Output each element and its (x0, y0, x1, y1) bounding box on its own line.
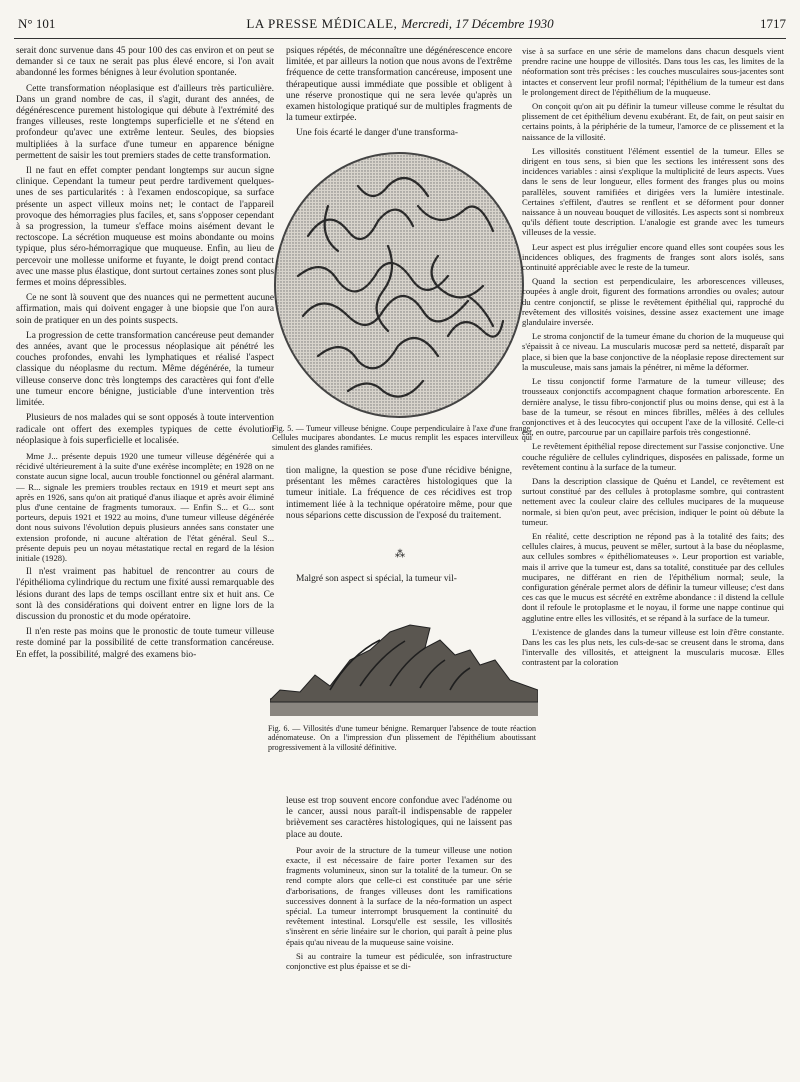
paragraph: psiques répétés, de méconnaître une dégénérescence encore limitée, et par ailleurs la notion que nous avons de l'extrême fréquence de cette transformation cancéreuse, imposent une thérapeutique aussi immédiate que possible et obligent à une réserve pronostique qui ne sera levée qu'après un examen histologique pratiqué sur de multiples fragments de la tumeur extirpée. (286, 46, 512, 124)
issue-number: N° 101 (18, 16, 56, 31)
page-header (14, 12, 786, 39)
paragraph: Ce ne sont là souvent que des nuances qui ne permettent aucune affirmation, mais qui doivent engager à une biopsie que l'on aura soin de pratiquer en un des points suspects. (16, 293, 274, 326)
section-break-asterism: ⁂ (395, 549, 405, 560)
issue-date: Mercredi, 17 Décembre 1930 (401, 16, 554, 31)
paragraph: Si au contraire la tumeur est pédiculée, son infrastructure conjonctive est plus épaisse et se di- (286, 950, 512, 972)
paragraph: Quand la section est perpendiculaire, les arborescences villeuses, coupées à angle droit, figurent des formations arrondies ou ovales; autour du centre conjonctif, se plisse le revêtement épithélial qui, rapproché du revêtement des villosités voisines, dessine assez exactement une image glandulaire inversée. (522, 276, 784, 328)
paragraph: Une fois écarté le danger d'une transforma- (296, 128, 459, 139)
paragraph: Il ne faut en effet compter pendant longtemps sur aucun signe clinique. Cependant la tumeur peut perdre tardivement quelques-unes de ses particularités : à l'examen endoscopique, sa surface présente un aspect villeux moins net; le contact de l'appareil provoque des hémorragies plus faciles, et, sans s'opposer cependant à sa progression, la tumeur s'efface moins aisément devant le rectoscope. La sécrétion muqueuse est moins abondante ou moins typique, plus séro-hémorragique que muqueuse. Enfin, au lieu de percevoir une mollesse uniforme et fuyante, le doigt prend contact avec une masse plus élastique, dont surtout certaines zones sont plus fermes et moins dépressibles. (16, 166, 274, 289)
paragraph: Il n'en reste pas moins que le pronostic de toute tumeur villeuse reste dominé par la possibilité de cette transformation cancéreuse. En effet, la possibilité, malgré des examens bio- (16, 627, 274, 660)
paragraph: Les villosités constituent l'élément essentiel de la tumeur. Elles se dirigent en tous sens, si bien que les sections les intéressent sons des incidences variables : ainsi s'explique la multiplicité de leurs aspects. Vues dans le sens de leur longueur, elles forment des franges plus ou moins parallèles, souvent ramifiées et dirigées vers la lumière intestinale. Certaines s'effilent, d'autres se renflent et se déforment pour donner naissance à un nouveau bouquet de villosités. Les aspects sont si nombreux qu'ils défient toute description. L'analogie est grande avec les tumeurs villeuses de la vessie. (522, 145, 784, 238)
paragraph: On conçoit qu'on ait pu définir la tumeur villeuse comme le résultat du plissement de cet épithélium devenu exubérant. Et, de fait, on peut saisir en certains points, à la périphérie de la tumeur, l'amorce de ce plissement et la naissance de la villosité. (522, 101, 784, 142)
paragraph: serait donc survenue dans 45 pour 100 des cas environ et on peut se demander si ce taux ne serait pas plus élevé encore, si l'on avait abandonné les formes bénignes à leur évolution spontanée. (16, 46, 274, 79)
paragraph: La progression de cette transformation cancéreuse peut demander des années, avant que le processus néoplasique ait pénétré les couches profondes, envahi les lymphatiques et réalisé l'aspect classique du néoplasme du rectum. Même dégénérée, la tumeur villeuse conserve donc très longtemps des caractères qui font d'elle une tumeur encore bénigne, justiciable d'une intervention très limitée. (16, 330, 274, 409)
case-reports-paragraph: Mme J... présente depuis 1920 une tumeur villeuse dégénérée qui a récidivé ultérieurement à la suite d'une exérèse incomplète; en 1928 on ne constate aucun signe local, aucun trouble fonctionnel ou général alarmant. — R... signale les premiers troubles rectaux en 1919 et meurt sept ans après en 1926, sans qu'on ait pratiqué d'anus iliaque et après avoir éliminé plus d'une centaine de fragments tumoraux. — Enfin S... et G... sont porteurs, depuis 1921 et 1922 au moins, d'une tumeur villeuse dégénérée dont nous suivons l'évolution depuis plusieurs années sans constater une extension profonde, ni aucune altération de l'état général. Seul S... présente depuis peu un noyau métastatique rectal en regard de la lésion initiale (1928). (16, 450, 274, 563)
paragraph: Il n'est vraiment pas habituel de rencontrer au cours de l'épithélioma cylindrique du rectum une fixité aussi remarquable des lésions durant des laps de temps oscillant entre six et huit ans. Ce sont là des considérations qui doivent entrer en ligne lors de la discussion du pronostic et du mode opératoire. (16, 567, 274, 622)
paragraph: Plusieurs de nos malades qui se sont opposés à toute intervention radicale ont offert des exemples typiques de cette évolution néoplasique à fois superficielle et localisée. (16, 413, 274, 446)
paragraph: Cette transformation néoplasique est d'ailleurs très particulière. Dans un grand nombre de cas, il s'agit, durant des années, de dégénérescence purement histologique qui débute à l'extrémité des franges villeuses, reste longtemps superficielle et ne s'étend en profondeur qu'avec une extrême lenteur. Seules, des biopsies multipliées à la surface d'une tumeur en apparence bénigne permettent de saisir les tout premiers stades de cette transformation. (16, 83, 274, 161)
paragraph: Pour avoir de la structure de la tumeur villeuse une notion exacte, il est nécessaire de faire porter l'examen sur des fragments volumineux, sinon sur la totalité de la tumeur. On se rend compte alors que celle-ci est constituée par une série d'arborisations, de franges villeuses dont les ramifications successives donnent à la surface de la néo-formation un aspect spécial. La tumeur interrompt brusquement la continuité du revêtement intestinal. Lorsqu'elle est sessile, les villosités s'insèrent en série linéaire sur le chorion, qui paraît à peine plus épais qu'au niveau de la muqueuse saine voisine. (286, 844, 512, 947)
paragraph: tion maligne, la question se pose d'une récidive bénigne, présentant les mêmes caractères histologiques que la tumeur initiale. La fréquence de ces récidives est trop intimement liée à la technique opératoire même, pour que nous séparions cette discussion de l'exposé du traitement. (286, 466, 512, 521)
paragraph: Le tissu conjonctif forme l'armature de la tumeur villeuse; des trousseaux conjonctifs accompagnent chaque formation arborescente. En dernière analyse, le tissu fibro-conjonctif plus ou moins dense, qui est à la base de la tumeur, se résout en minces fibrilles, mêlées à des cellules conjonctives et à des leucocytes qui occupent l'axe de la villosité. Celle-ci est, en outre, parcourue par un capillaire parfois très congestionné. (522, 376, 784, 438)
paragraph: Leur aspect est plus irrégulier encore quand elles sont coupées sous les incidences obliques, des fragments de franges sont alors isolés, sans continuité appréciable avec le reste de la tumeur. (522, 241, 784, 273)
paragraph: Le revêtement épithélial repose directement sur l'assise conjonctive. Une couche régulière de cellules cylindriques, disposées en palissade, forme un revêtement continu à la surface de la tumeur. (522, 441, 784, 472)
paragraph: vise à sa surface en une série de mamelons dans chacun desquels vient prendre racine une houppe de villosités. Dans tous les cas, les limites de la néoformation sont très précises : les couches musculaires sous-jacentes sont intactes et conservent leur profil normal; l'épithélium de la tumeur est dans le prolongement direct de l'épithélium de la muqueuse. (522, 46, 784, 97)
journal-name: LA PRESSE MÉDICALE, (246, 16, 398, 31)
column-middle-section (286, 466, 512, 552)
paragraph: Le stroma conjonctif de la tumeur émane du chorion de la muqueuse qui s'épaissit à ce niveau. La muscularis mucosæ perd sa netteté, disparaît par place, si bien que la base conjonctive de la néoplasie repose directement sur la musculeuse, mais sans jamais la pénétrer, ni même la déformer. (522, 331, 784, 372)
paragraph: En réalité, cette description ne répond pas à la totalité des faits; des cellules claires, à mucus, peuvent se mêler, surtout à la base du néoplasme, aux cellules sombres « épithéliomateuses ». Leur proportion est variable, mais il arrive que la tumeur est, dans sa totalité, constituée par des cellules mucipares, ne différant en rien de l'épithélium normal; seule, la configuration générale permet alors de définir la tumeur villeuse; c'est dans ces cas que le mucus est sécrété en extrême abondance : il distend la cellule dont il refoule le protoplasme et le noyau, il forme une nappe continue qui agglutine entre elles les villosités, et se répand à la surface de la tumeur. (522, 530, 784, 623)
paragraph: L'existence de glandes dans la tumeur villeuse est loin d'être constante. Dans les cas les plus nets, les culs-de-sac se creusent dans le stroma, dans l'intervalle des villosités, et atteignent la muscularis mucosæ. Elles contrastent par la coloration (522, 626, 784, 668)
figure-6-caption: Fig. 6. — Villosités d'une tumeur bénigne. Remarquer l'absence de toute réaction adénomateuse. On a l'impression d'un plissement de l'épithélium aboutissant progressivement à la villosité définitive. (268, 724, 536, 752)
column-right (522, 46, 784, 1074)
figure-6-micrograph (270, 620, 538, 722)
column-left (16, 46, 274, 1074)
paragraph-continued: Malgré son aspect si spécial, la tumeur vil- (296, 574, 457, 584)
paragraph: Dans la description classique de Quénu et Landel, ce revêtement est surtout constitué par des cellules à protoplasme sombre, qui contrastent nettement avec la couleur claire des cellules mucipares de la muqueuse normale, si bien qu'on peut, avec précision, indiquer le point où débute la tumeur. (522, 475, 784, 527)
page-number: 1717 (760, 16, 786, 31)
figure-5-caption: Fig. 5. — Tumeur villeuse bénigne. Coupe perpendiculaire à l'axe d'une frange. Cellules mucipares abondantes. Le mucus remplit les espaces intervilleux qui simulent des glandes ramifiées. (272, 424, 532, 452)
journal-title-line (14, 16, 786, 32)
paragraph: leuse est trop souvent encore confondue avec l'adénome ou le cancer, aussi nous paraît-il indispensable de rappeler brièvement ses caractères histologiques, qui ne laissent pas place au doute. (286, 796, 512, 840)
figure-5-micrograph (268, 146, 530, 424)
column-middle-bottom (286, 796, 512, 1076)
